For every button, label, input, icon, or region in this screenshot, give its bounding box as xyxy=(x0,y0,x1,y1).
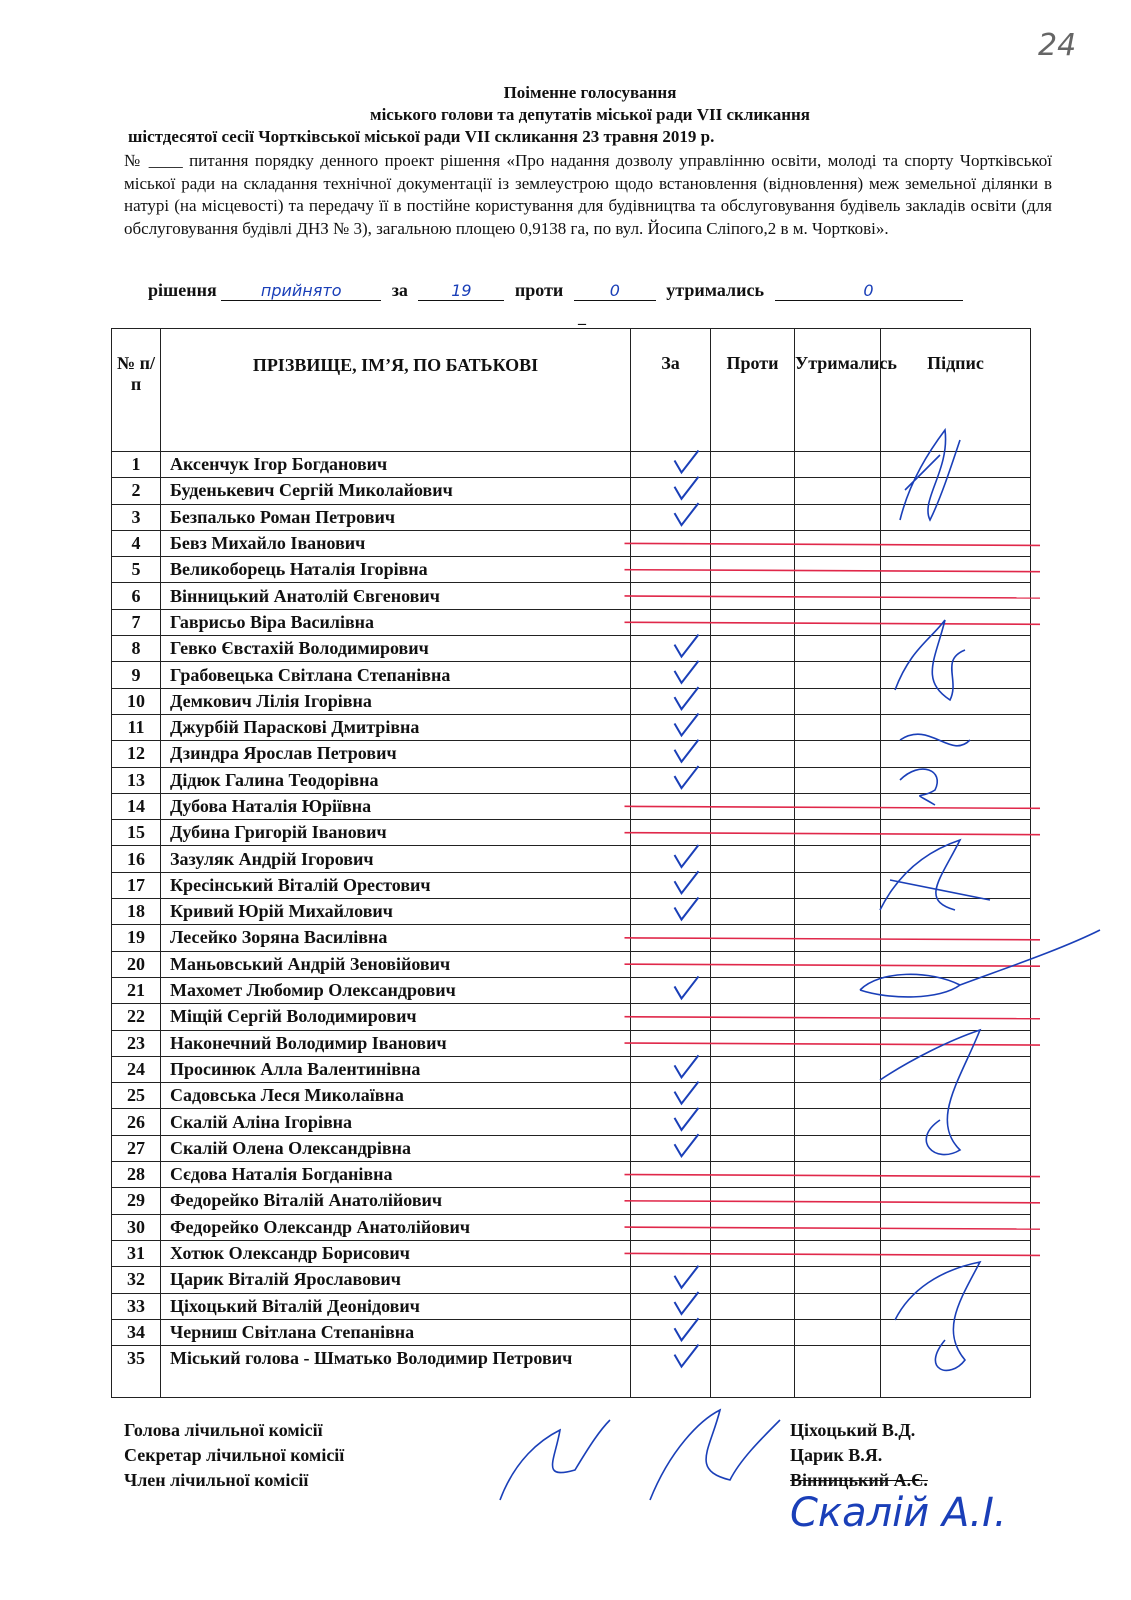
header-session: шістдесятої сесії Чортківської міської ради VII скликання 23 травня 2019 р. xyxy=(128,127,715,146)
cell-name: Безпалько Роман Петрович xyxy=(161,504,631,530)
table-row xyxy=(112,872,1031,898)
cell-signature xyxy=(881,1109,1031,1135)
cell-against xyxy=(711,1162,795,1188)
cell-signature xyxy=(881,820,1031,846)
dash-mark: _ xyxy=(578,310,586,327)
cell-signature xyxy=(881,846,1031,872)
cell-name: Вінницький Анатолій Євгенович xyxy=(161,583,631,609)
table-row xyxy=(112,1240,1031,1266)
cell-against xyxy=(711,1267,795,1293)
commission-member-label: Член лічильної комісії xyxy=(124,1470,309,1490)
cell-signature xyxy=(881,1004,1031,1030)
cell-against xyxy=(711,846,795,872)
cell-abstained xyxy=(795,1267,881,1293)
cell-abstained xyxy=(795,741,881,767)
cell-num: 27 xyxy=(112,1135,161,1161)
cell-signature xyxy=(881,1188,1031,1214)
cell-name: Міщій Сергій Володимирович xyxy=(161,1004,631,1030)
cell-name: Гаврисьо Віра Василівна xyxy=(161,609,631,635)
cell-abstained xyxy=(795,1135,881,1161)
cell-num: 21 xyxy=(112,977,161,1003)
cell-name: Бевз Михайло Іванович xyxy=(161,530,631,556)
signature-cihockiy xyxy=(500,1420,610,1500)
cell-name: Черниш Світлана Степанівна xyxy=(161,1319,631,1345)
header-subtitle: міського голови та депутатів міської ради VII скликання xyxy=(370,105,810,124)
table-row xyxy=(112,504,1031,530)
col-header-signature: Підпис xyxy=(881,329,1031,452)
cell-name: Грабовецька Світлана Степанівна xyxy=(161,662,631,688)
cell-against xyxy=(711,1109,795,1135)
cell-for xyxy=(631,530,711,556)
cell-num: 10 xyxy=(112,688,161,714)
table-row xyxy=(112,557,1031,583)
cell-signature xyxy=(881,925,1031,951)
cell-abstained xyxy=(795,1030,881,1056)
cell-against xyxy=(711,636,795,662)
cell-abstained xyxy=(795,662,881,688)
table-row xyxy=(112,1056,1031,1082)
cell-signature xyxy=(881,1030,1031,1056)
cell-num: 1 xyxy=(112,452,161,478)
cell-name: Хотюк Олександр Борисович xyxy=(161,1240,631,1266)
cell-abstained xyxy=(795,1056,881,1082)
table-header-row xyxy=(112,329,1031,452)
cell-for xyxy=(631,1319,711,1345)
cell-abstained xyxy=(795,1293,881,1319)
cell-against xyxy=(711,1346,795,1398)
cell-abstained xyxy=(795,1083,881,1109)
table-row xyxy=(112,662,1031,688)
cell-for xyxy=(631,1162,711,1188)
table-row xyxy=(112,1083,1031,1109)
cell-for xyxy=(631,925,711,951)
cell-against xyxy=(711,977,795,1003)
cell-name: Царик Віталій Ярославович xyxy=(161,1267,631,1293)
commission-chair-label: Голова лічильної комісії xyxy=(124,1420,323,1440)
cell-num: 22 xyxy=(112,1004,161,1030)
agenda-question: № ____ питання порядку денного проект рішення «Про надання дозволу управлінню освіти, молоді та спорту Чортківської міської ради на складання технічної документації із землеустрою щодо встановлення (відновлення) меж земельної ділянки в натурі (на місцевості) та передачу її в постійне користування для будівництва та обслуговування будівель закладів освіти (для обслуговування будівлі ДНЗ № 3), загальною площею 0,9138 га, по вул. Йосипа Сліпого,2 в м. Чорткові». xyxy=(124,151,1052,238)
cell-signature xyxy=(881,583,1031,609)
cell-against xyxy=(711,1135,795,1161)
cell-for xyxy=(631,1056,711,1082)
cell-against xyxy=(711,925,795,951)
commission-chair-name: Ціхоцький В.Д. xyxy=(790,1420,916,1440)
table-row xyxy=(112,478,1031,504)
cell-against xyxy=(711,530,795,556)
cell-signature xyxy=(881,899,1031,925)
cell-signature xyxy=(881,662,1031,688)
cell-name: Маньовський Андрій Зеновійович xyxy=(161,951,631,977)
table-row xyxy=(112,1188,1031,1214)
table-row xyxy=(112,846,1031,872)
table-row xyxy=(112,688,1031,714)
cell-num: 6 xyxy=(112,583,161,609)
table-row xyxy=(112,1135,1031,1161)
cell-abstained xyxy=(795,1109,881,1135)
cell-against xyxy=(711,741,795,767)
cell-abstained xyxy=(795,1004,881,1030)
cell-abstained xyxy=(795,609,881,635)
cell-for xyxy=(631,636,711,662)
cell-abstained xyxy=(795,1214,881,1240)
cell-name: Великоборець Наталія Ігорівна xyxy=(161,557,631,583)
cell-signature xyxy=(881,1083,1031,1109)
col-header-for: За xyxy=(631,329,711,452)
cell-num: 4 xyxy=(112,530,161,556)
cell-num: 8 xyxy=(112,636,161,662)
cell-for xyxy=(631,1214,711,1240)
cell-abstained xyxy=(795,688,881,714)
cell-signature xyxy=(881,530,1031,556)
cell-signature xyxy=(881,977,1031,1003)
cell-abstained xyxy=(795,977,881,1003)
table-row xyxy=(112,636,1031,662)
cell-abstained xyxy=(795,872,881,898)
cell-for xyxy=(631,1346,711,1398)
cell-num: 3 xyxy=(112,504,161,530)
signature-caryk xyxy=(650,1410,780,1500)
cell-for xyxy=(631,1030,711,1056)
cell-num: 34 xyxy=(112,1319,161,1345)
cell-num: 16 xyxy=(112,846,161,872)
cell-for xyxy=(631,846,711,872)
cell-name: Ціхоцький Віталій Деонідович xyxy=(161,1293,631,1319)
cell-abstained xyxy=(795,478,881,504)
cell-abstained xyxy=(795,925,881,951)
page-number-handwritten: 24 xyxy=(1038,28,1077,63)
for-label: за xyxy=(391,280,408,300)
cell-signature xyxy=(881,504,1031,530)
cell-abstained xyxy=(795,1240,881,1266)
cell-for xyxy=(631,767,711,793)
cell-abstained xyxy=(795,793,881,819)
cell-signature xyxy=(881,1267,1031,1293)
cell-num: 26 xyxy=(112,1109,161,1135)
cell-for xyxy=(631,609,711,635)
cell-name: Наконечний Володимир Іванович xyxy=(161,1030,631,1056)
cell-name: Сєдова Наталія Богданівна xyxy=(161,1162,631,1188)
cell-against xyxy=(711,1214,795,1240)
cell-against xyxy=(711,1240,795,1266)
abstained-count: 0 xyxy=(775,281,963,301)
cell-name: Буденькевич Сергій Миколайович xyxy=(161,478,631,504)
cell-signature xyxy=(881,1240,1031,1266)
cell-name: Джурбій Параскові Дмитрівна xyxy=(161,714,631,740)
table-row xyxy=(112,977,1031,1003)
decision-label: рішення xyxy=(148,280,217,300)
cell-for xyxy=(631,557,711,583)
cell-num: 33 xyxy=(112,1293,161,1319)
cell-name: Дубова Наталія Юріївна xyxy=(161,793,631,819)
decision-value: прийнято xyxy=(221,281,381,301)
cell-against xyxy=(711,1004,795,1030)
cell-num: 18 xyxy=(112,899,161,925)
cell-num: 17 xyxy=(112,872,161,898)
cell-abstained xyxy=(795,1188,881,1214)
col-header-num: № п/п xyxy=(112,329,161,452)
cell-abstained xyxy=(795,583,881,609)
cell-signature xyxy=(881,1162,1031,1188)
cell-abstained xyxy=(795,504,881,530)
cell-abstained xyxy=(795,951,881,977)
cell-signature xyxy=(881,714,1031,740)
cell-against xyxy=(711,872,795,898)
against-count: 0 xyxy=(574,281,656,301)
cell-signature xyxy=(881,1319,1031,1345)
cell-num: 13 xyxy=(112,767,161,793)
cell-for xyxy=(631,1267,711,1293)
cell-for xyxy=(631,688,711,714)
cell-num: 14 xyxy=(112,793,161,819)
cell-signature xyxy=(881,1293,1031,1319)
cell-against xyxy=(711,583,795,609)
cell-num: 31 xyxy=(112,1240,161,1266)
cell-num: 24 xyxy=(112,1056,161,1082)
abstained-label: утримались xyxy=(666,280,764,300)
cell-name: Скалій Аліна Ігорівна xyxy=(161,1109,631,1135)
cell-against xyxy=(711,1030,795,1056)
cell-against xyxy=(711,688,795,714)
cell-signature xyxy=(881,872,1031,898)
cell-for xyxy=(631,1240,711,1266)
cell-for xyxy=(631,714,711,740)
header-title: Поіменне голосування xyxy=(503,83,677,102)
cell-name: Аксенчук Ігор Богданович xyxy=(161,452,631,478)
table-row xyxy=(112,1319,1031,1345)
cell-for xyxy=(631,583,711,609)
commission-secretary-label: Секретар лічильної комісії xyxy=(124,1445,345,1465)
cell-signature xyxy=(881,741,1031,767)
cell-num: 35 xyxy=(112,1346,161,1398)
cell-name: Демкович Лілія Ігорівна xyxy=(161,688,631,714)
cell-name: Кривий Юрій Михайлович xyxy=(161,899,631,925)
cell-signature xyxy=(881,557,1031,583)
cell-against xyxy=(711,1188,795,1214)
col-header-abstained: Утримались xyxy=(795,329,881,452)
table-row xyxy=(112,583,1031,609)
cell-name: Садовська Леся Миколаївна xyxy=(161,1083,631,1109)
cell-against xyxy=(711,452,795,478)
cell-abstained xyxy=(795,767,881,793)
cell-against xyxy=(711,1319,795,1345)
cell-against xyxy=(711,478,795,504)
cell-num: 29 xyxy=(112,1188,161,1214)
cell-for xyxy=(631,977,711,1003)
cell-signature xyxy=(881,688,1031,714)
cell-for xyxy=(631,504,711,530)
cell-name: Кресінський Віталій Орестович xyxy=(161,872,631,898)
cell-for xyxy=(631,1188,711,1214)
cell-against xyxy=(711,609,795,635)
cell-name: Міський голова - Шматько Володимир Петрович xyxy=(161,1346,631,1398)
cell-against xyxy=(711,714,795,740)
table-row xyxy=(112,609,1031,635)
cell-against xyxy=(711,662,795,688)
cell-num: 23 xyxy=(112,1030,161,1056)
cell-abstained xyxy=(795,1162,881,1188)
table-row xyxy=(112,1267,1031,1293)
cell-signature xyxy=(881,636,1031,662)
table-row xyxy=(112,1109,1031,1135)
commission-member-name: Вінницький А.Є. xyxy=(790,1470,928,1490)
cell-abstained xyxy=(795,557,881,583)
cell-for xyxy=(631,899,711,925)
cell-against xyxy=(711,899,795,925)
cell-for xyxy=(631,452,711,478)
table-row xyxy=(112,1162,1031,1188)
cell-num: 15 xyxy=(112,820,161,846)
cell-name: Федорейко Олександр Анатолійович xyxy=(161,1214,631,1240)
cell-against xyxy=(711,951,795,977)
cell-num: 19 xyxy=(112,925,161,951)
cell-name: Гевко Євстахій Володимирович xyxy=(161,636,631,662)
cell-name: Дідюк Галина Теодорівна xyxy=(161,767,631,793)
cell-signature xyxy=(881,1135,1031,1161)
table-row xyxy=(112,951,1031,977)
table-row xyxy=(112,1346,1031,1398)
cell-name: Скалій Олена Олександрівна xyxy=(161,1135,631,1161)
col-header-against: Проти xyxy=(711,329,795,452)
table-row xyxy=(112,820,1031,846)
cell-signature xyxy=(881,1346,1031,1398)
cell-num: 20 xyxy=(112,951,161,977)
table-row xyxy=(112,452,1031,478)
cell-name: Зазуляк Андрій Ігорович xyxy=(161,846,631,872)
cell-against xyxy=(711,767,795,793)
cell-for xyxy=(631,1004,711,1030)
commission-secretary-name: Царик В.Я. xyxy=(790,1445,883,1465)
cell-signature xyxy=(881,793,1031,819)
table-row xyxy=(112,767,1031,793)
document-header xyxy=(120,82,1060,148)
cell-name: Дубина Григорій Іванович xyxy=(161,820,631,846)
cell-abstained xyxy=(795,1319,881,1345)
cell-abstained xyxy=(795,636,881,662)
voting-table xyxy=(111,328,1031,1398)
cell-abstained xyxy=(795,530,881,556)
table-row xyxy=(112,1214,1031,1240)
cell-num: 5 xyxy=(112,557,161,583)
cell-name: Дзиндра Ярослав Петрович xyxy=(161,741,631,767)
cell-against xyxy=(711,1083,795,1109)
cell-abstained xyxy=(795,846,881,872)
cell-against xyxy=(711,1056,795,1082)
cell-against xyxy=(711,820,795,846)
cell-abstained xyxy=(795,714,881,740)
cell-for xyxy=(631,478,711,504)
table-row xyxy=(112,741,1031,767)
cell-num: 28 xyxy=(112,1162,161,1188)
cell-for xyxy=(631,1135,711,1161)
table-row xyxy=(112,899,1031,925)
col-header-name: ПРІЗВИЩЕ, ІМ’Я, ПО БАТЬКОВІ xyxy=(161,329,631,452)
cell-signature xyxy=(881,478,1031,504)
cell-signature xyxy=(881,767,1031,793)
cell-against xyxy=(711,793,795,819)
cell-num: 7 xyxy=(112,609,161,635)
cell-signature xyxy=(881,1056,1031,1082)
handwritten-member-note: Скалій А.І. xyxy=(790,1490,1007,1536)
cell-against xyxy=(711,557,795,583)
counting-commission-names xyxy=(790,1418,928,1493)
table-row xyxy=(112,1004,1031,1030)
cell-against xyxy=(711,1293,795,1319)
table-row xyxy=(112,714,1031,740)
cell-signature xyxy=(881,1214,1031,1240)
table-row xyxy=(112,530,1031,556)
cell-num: 12 xyxy=(112,741,161,767)
cell-for xyxy=(631,1109,711,1135)
against-label: проти xyxy=(514,280,564,300)
decision-line xyxy=(148,280,963,301)
cell-name: Махомет Любомир Олександрович xyxy=(161,977,631,1003)
for-count: 19 xyxy=(418,281,504,301)
cell-abstained xyxy=(795,1346,881,1398)
counting-commission-roles xyxy=(124,1418,344,1493)
cell-num: 32 xyxy=(112,1267,161,1293)
cell-signature xyxy=(881,951,1031,977)
cell-for xyxy=(631,662,711,688)
table-row xyxy=(112,1293,1031,1319)
cell-num: 9 xyxy=(112,662,161,688)
table-row xyxy=(112,793,1031,819)
cell-for xyxy=(631,1293,711,1319)
cell-for xyxy=(631,793,711,819)
cell-name: Лесейко Зоряна Василівна xyxy=(161,925,631,951)
cell-name: Федорейко Віталій Анатолійович xyxy=(161,1188,631,1214)
cell-for xyxy=(631,820,711,846)
cell-num: 25 xyxy=(112,1083,161,1109)
cell-abstained xyxy=(795,899,881,925)
table-row xyxy=(112,1030,1031,1056)
cell-for xyxy=(631,951,711,977)
cell-signature xyxy=(881,452,1031,478)
cell-abstained xyxy=(795,452,881,478)
cell-for xyxy=(631,741,711,767)
cell-signature xyxy=(881,609,1031,635)
cell-for xyxy=(631,872,711,898)
cell-abstained xyxy=(795,820,881,846)
cell-num: 2 xyxy=(112,478,161,504)
cell-for xyxy=(631,1083,711,1109)
cell-name: Просинюк Алла Валентинівна xyxy=(161,1056,631,1082)
table-row xyxy=(112,925,1031,951)
cell-num: 30 xyxy=(112,1214,161,1240)
cell-num: 11 xyxy=(112,714,161,740)
cell-against xyxy=(711,504,795,530)
